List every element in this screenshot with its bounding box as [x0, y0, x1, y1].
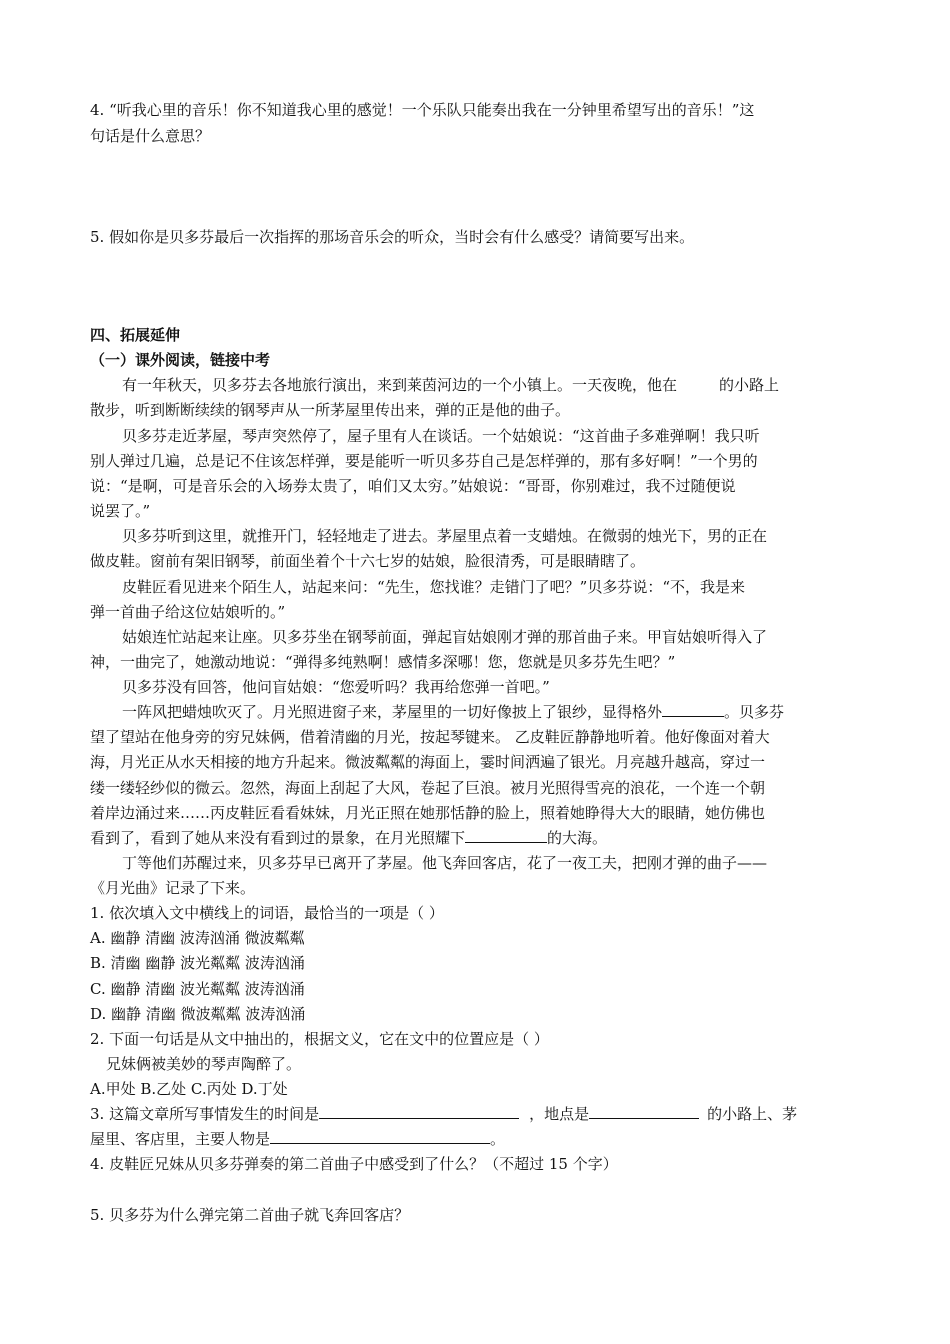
- question-5: 5. 假如你是贝多芬最后一次指挥的那场音乐会的听众，当时会有什么感受？请简要写出来。: [90, 228, 695, 246]
- question-5-reading: 5. 贝多芬为什么弹完第二首曲子就飞奔回客店？: [90, 1206, 410, 1224]
- question-1: 1. 依次填入文中横线上的词语，最恰当的一项是（ ）: [90, 904, 444, 922]
- passage-line: 望了望站在他身旁的穷兄妹俩，借着清幽的月光，按起琴键来。 乙皮鞋匠静静地听着。他好像面对着大: [90, 728, 770, 746]
- question-2-sentence: 兄妹俩被美妙的琴声陶醉了。: [106, 1055, 302, 1073]
- passage-line: 有一年秋天，贝多芬去各地旅行演出，来到莱茵河边的一个小镇上。一天夜晚，他在 的小路上: [122, 376, 780, 394]
- option-d: D. 幽静 清幽 微波粼粼 波涛汹涌: [90, 1005, 306, 1023]
- question-3-line-2: 屋里、客店里，主要人物是 。: [90, 1127, 505, 1152]
- section-title: 四、拓展延伸: [90, 326, 181, 344]
- passage-line: 一阵风把蜡烛吹灭了。月光照进窗子来，茅屋里的一切好像披上了银纱，显得格外 。贝多芬: [122, 700, 784, 725]
- answer-blank[interactable]: [465, 826, 547, 843]
- answer-blank[interactable]: [589, 1102, 699, 1119]
- passage-line: 姑娘连忙站起来让座。贝多芬坐在钢琴前面，弹起盲姑娘刚才弹的那首曲子来。甲盲姑娘听得入了: [122, 628, 768, 646]
- answer-blank[interactable]: [319, 1102, 519, 1119]
- question-2: 2. 下面一句话是从文中抽出的，根据文义，它在文中的位置应是（ ）: [90, 1030, 549, 1048]
- passage-line: 海，月光正从水天相接的地方升起来。微波粼粼的海面上，霎时间洒遍了银光。月亮越升越高，穿过一: [90, 753, 766, 771]
- passage-line: 做皮鞋。窗前有架旧钢琴，前面坐着个十六七岁的姑娘，脸很清秀，可是眼睛瞎了。: [90, 552, 646, 570]
- passage-line: 看到了，看到了她从来没有看到过的景象，在月光照耀下 的大海。: [90, 826, 607, 851]
- passage-line: 贝多芬走近茅屋，琴声突然停了，屋子里有人在谈话。一个姑娘说：“这首曲子多难弹啊！我只听: [122, 427, 760, 445]
- passage-line: 散步，听到断断续续的钢琴声从一所茅屋里传出来，弹的正是他的曲子。: [90, 401, 571, 419]
- passage-line: 贝多芬听到这里，就推开门，轻轻地走了进去。茅屋里点着一支蜡烛。在微弱的烛光下，男的正在: [122, 527, 768, 545]
- passage-line: 《月光曲》记录了下来。: [90, 879, 256, 897]
- passage-line: 贝多芬没有回答，他问盲姑娘：“您爱听吗？我再给您弹一首吧。”: [122, 678, 550, 696]
- question-3-line-1: 3. 这篇文章所写事情发生的时间是 ，地点是 的小路上、茅: [90, 1102, 797, 1127]
- passage-line: 弹一首曲子给这位姑娘听的。”: [90, 603, 286, 621]
- passage-line: 丁等他们苏醒过来，贝多芬早已离开了茅屋。他飞奔回客店，花了一夜工夫，把刚才弹的曲子——: [122, 854, 768, 872]
- passage-line: 说：“是啊，可是音乐会的入场券太贵了，咱们又太穷。”姑娘说：“哥哥，你别难过，我不过随便说: [90, 477, 736, 495]
- question-4-line-1: 4. “听我心里的音乐！你不知道我心里的感觉！一个乐队只能奏出我在一分钟里希望写出的音乐！”这: [90, 101, 755, 119]
- option-c: C. 幽静 清幽 波光粼粼 波涛汹涌: [90, 980, 305, 998]
- passage-line: 着岸边涌过来……丙皮鞋匠看看妹妹，月光正照在她那恬静的脸上，照着她睁得大大的眼睛，她仿佛也: [90, 804, 766, 822]
- passage-line: 说罢了。”: [90, 502, 151, 520]
- question-4-line-2: 句话是什么意思？: [90, 127, 211, 145]
- option-a: A. 幽静 清幽 波涛汹涌 微波粼粼: [90, 929, 305, 947]
- answer-blank[interactable]: [662, 700, 724, 717]
- option-b: B. 清幽 幽静 波光粼粼 波涛汹涌: [90, 954, 305, 972]
- question-2-options: A.甲处 B.乙处 C.丙处 D.丁处: [90, 1080, 288, 1098]
- answer-blank[interactable]: [270, 1127, 490, 1144]
- question-4-reading: 4. 皮鞋匠兄妹从贝多芬弹奏的第二首曲子中感受到了什么？（不超过 15 个字）: [90, 1155, 618, 1173]
- passage-line: 神，一曲完了，她激动地说：“弹得多纯熟啊！感情多深哪！您，您就是贝多芬先生吧？”: [90, 653, 676, 671]
- passage-line: 缕一缕轻纱似的微云。忽然，海面上刮起了大风，卷起了巨浪。被月光照得雪亮的浪花，一个连一个朝: [90, 779, 766, 797]
- passage-line: 别人弹过几遍，总是记不住该怎样弹，要是能听一听贝多芬自己是怎样弹的，那有多好啊！”一个男的: [90, 452, 758, 470]
- passage-line: 皮鞋匠看见进来个陌生人，站起来问：“先生，您找谁？走错门了吧？”贝多芬说：“不，我是来: [122, 578, 746, 596]
- section-subtitle: （一）课外阅读，链接中考: [90, 351, 271, 369]
